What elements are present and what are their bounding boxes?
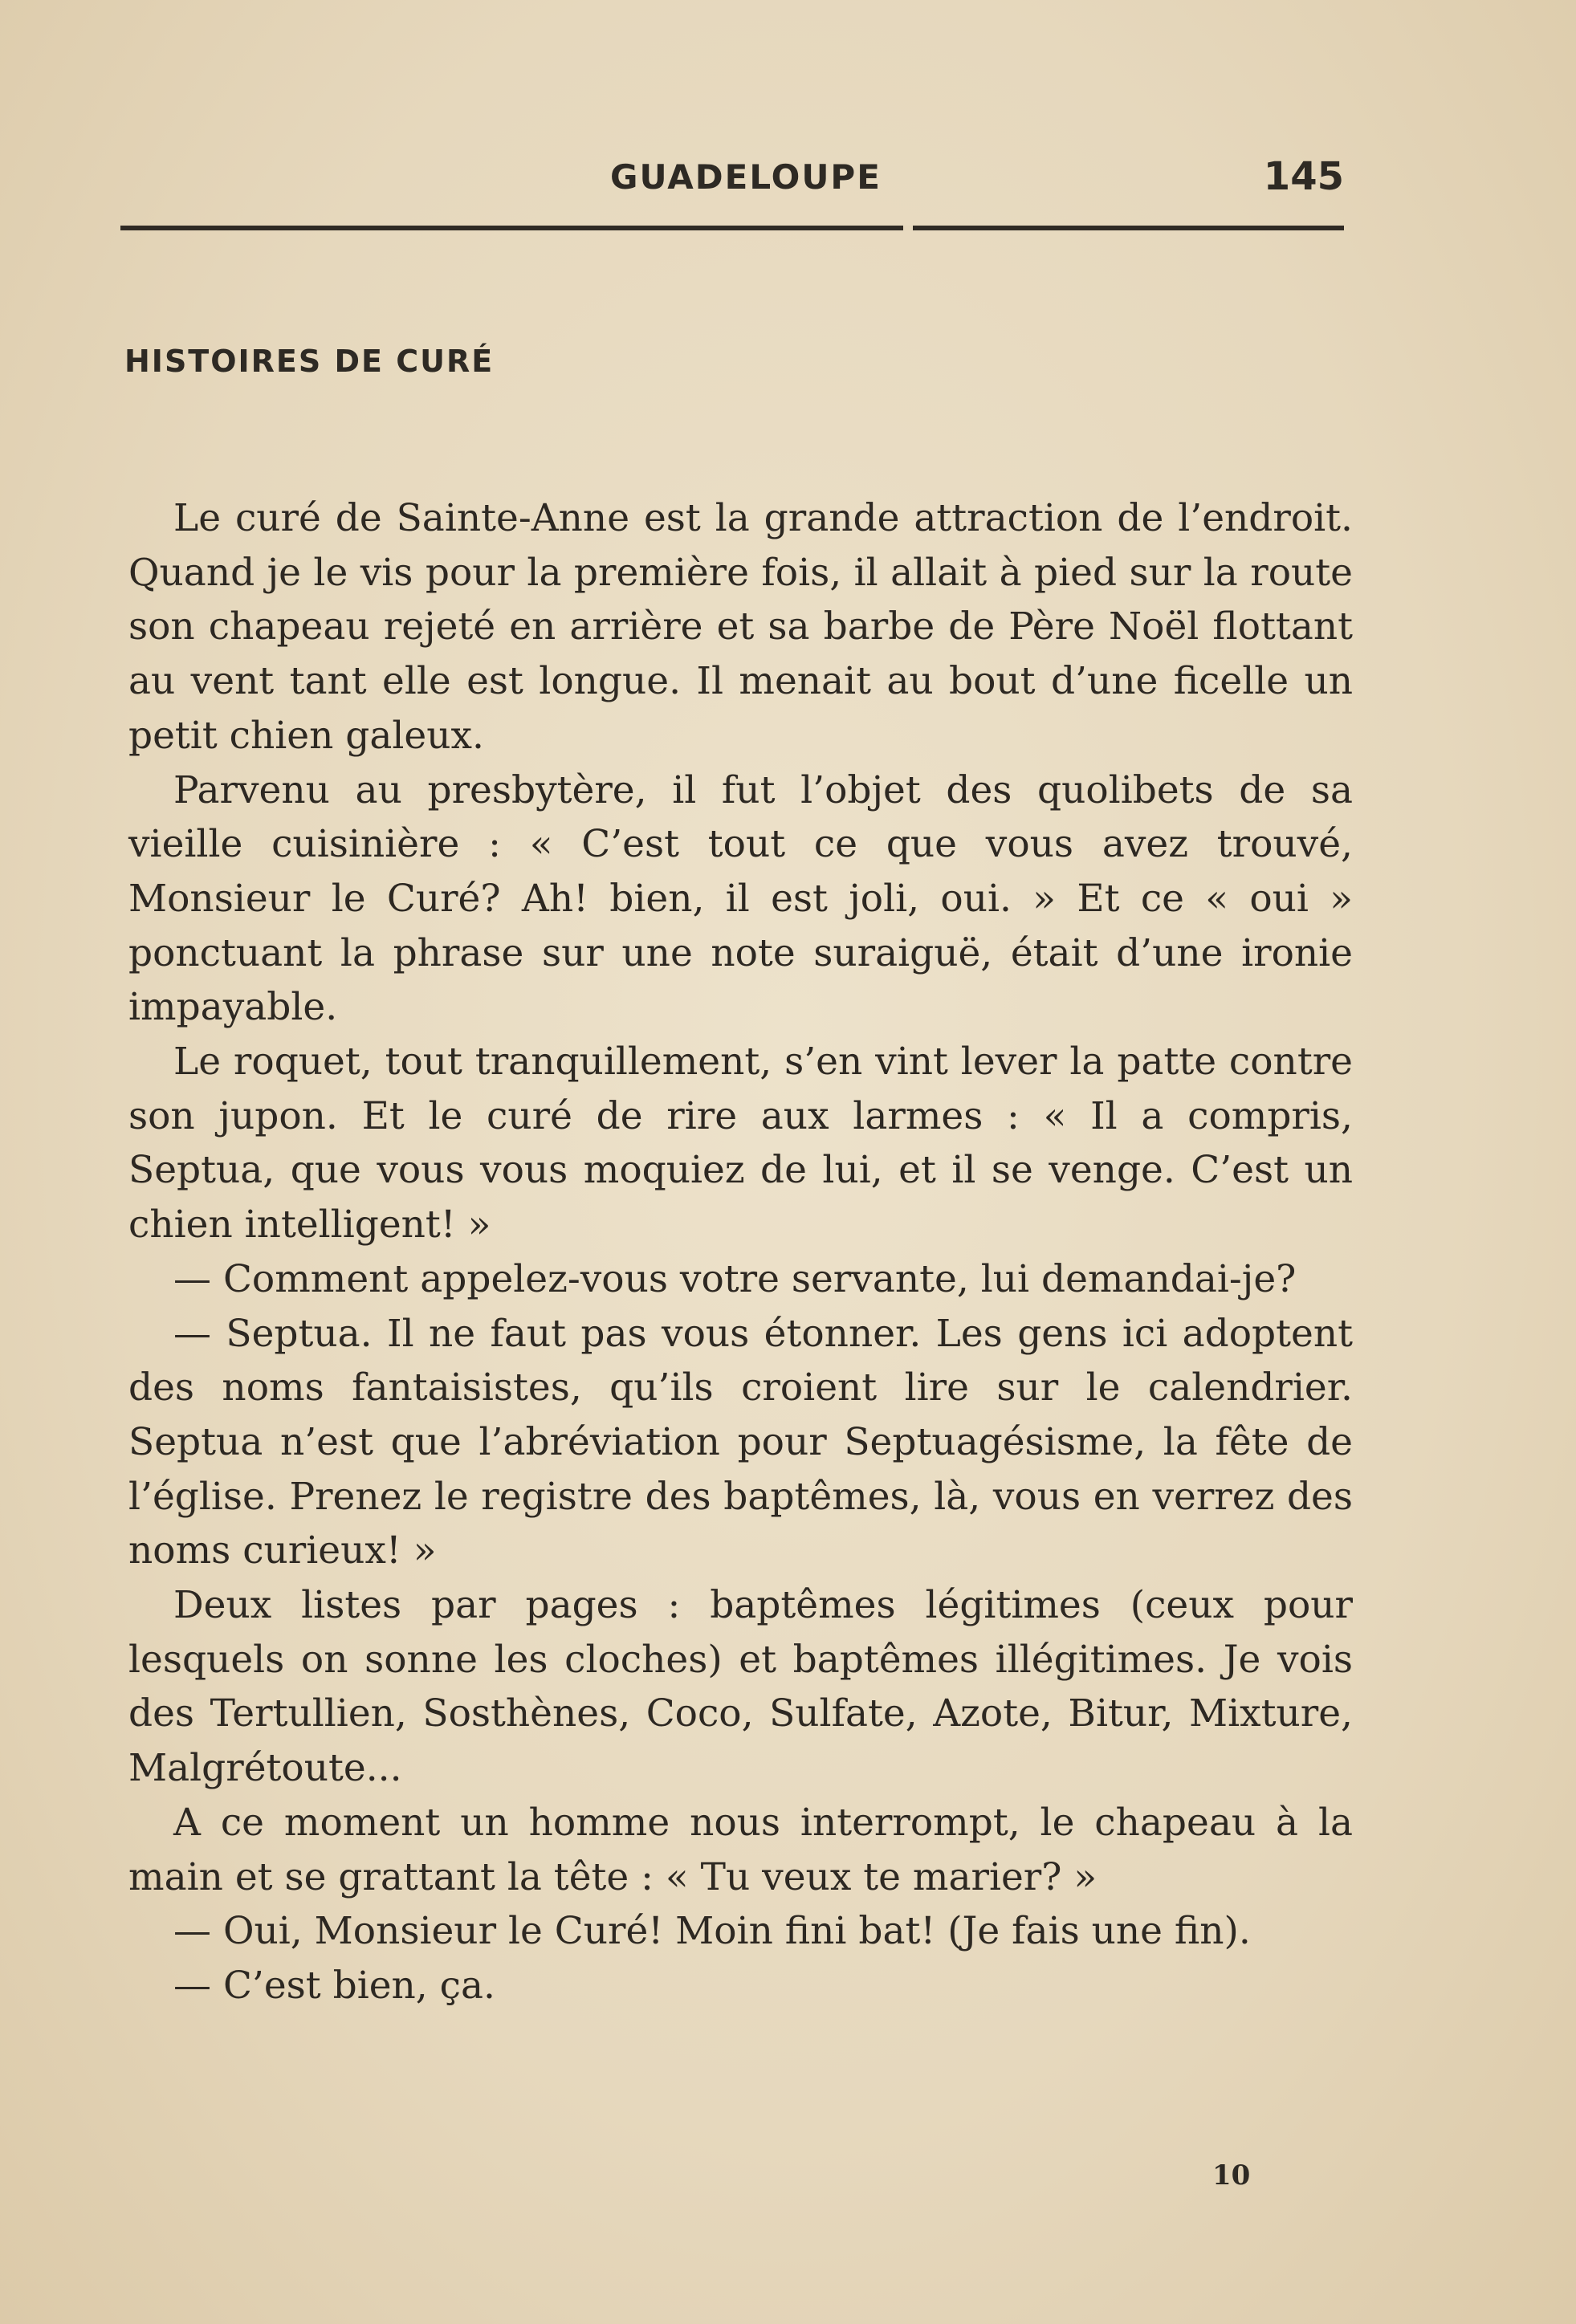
paragraph: — C’est bien, ça. (173, 1963, 495, 2008)
body-text (128, 491, 1353, 2013)
signature-mark: 10 (1212, 2159, 1251, 2192)
paragraph: Le roquet, tout tranquillement, s’en vint lever la patte contre son jupon. Et le curé de rire aux larmes : « Il a compris, Septua, que vous vous moquiez de lui, et il se venge. C’est un chien intelligent! » (128, 1040, 1353, 1247)
paragraph: Le curé de Sainte-Anne est la grande attraction de l’endroit. Quand je le vis pour la première fois, il allait à pied sur la route son chapeau rejeté en arrière et sa barbe de Père Noël flottant au vent tant elle est longue. Il menait au bout d’une ficelle un petit chien galeux. (128, 496, 1353, 758)
running-title: GUADELOUPE (610, 157, 882, 197)
running-head (120, 154, 1344, 206)
paragraph: Parvenu au presbytère, il fut l’objet des quolibets de sa vieille cuisinière : « C’est tout ce que vous avez trouvé, Monsieur le Curé? Ah! bien, il est joli, oui. » Et ce « oui » ponctuant la phrase sur une note suraiguë, était d’une ironie impayable. (128, 767, 1353, 1030)
paragraph: — Septua. Il ne faut pas vous étonner. Les gens ici adoptent des noms fantaisistes, qu’ils croient lire sur le calendrier. Septua n’est que l’abréviation pour Septuagésisme, la fête de l’église. Prenez le registre des baptêmes, là, vous en verrez des noms curieux! » (128, 1311, 1353, 1573)
paragraph: Deux listes par pages : baptêmes légitimes (ceux pour lesquels on sonne les cloches) et baptêmes illégitimes. Je vois des Tertullien, Sosthènes, Coco, Sulfate, Azote, Bitur, Mixture, Malgrétoute... (128, 1583, 1353, 1791)
page-number: 145 (1263, 154, 1344, 199)
paragraph: A ce moment un homme nous interrompt, le chapeau à la main et se grattant la tête : « Tu veux te marier? » (128, 1800, 1353, 1899)
paragraph: — Comment appelez-vous votre servante, lui demandai-je? (173, 1256, 1297, 1301)
section-title: HISTOIRES DE CURÉ (124, 344, 495, 379)
header-rule (120, 226, 1344, 230)
paragraph: — Oui, Monsieur le Curé! Moin fini bat! (Je fais une fin). (173, 1909, 1251, 1954)
